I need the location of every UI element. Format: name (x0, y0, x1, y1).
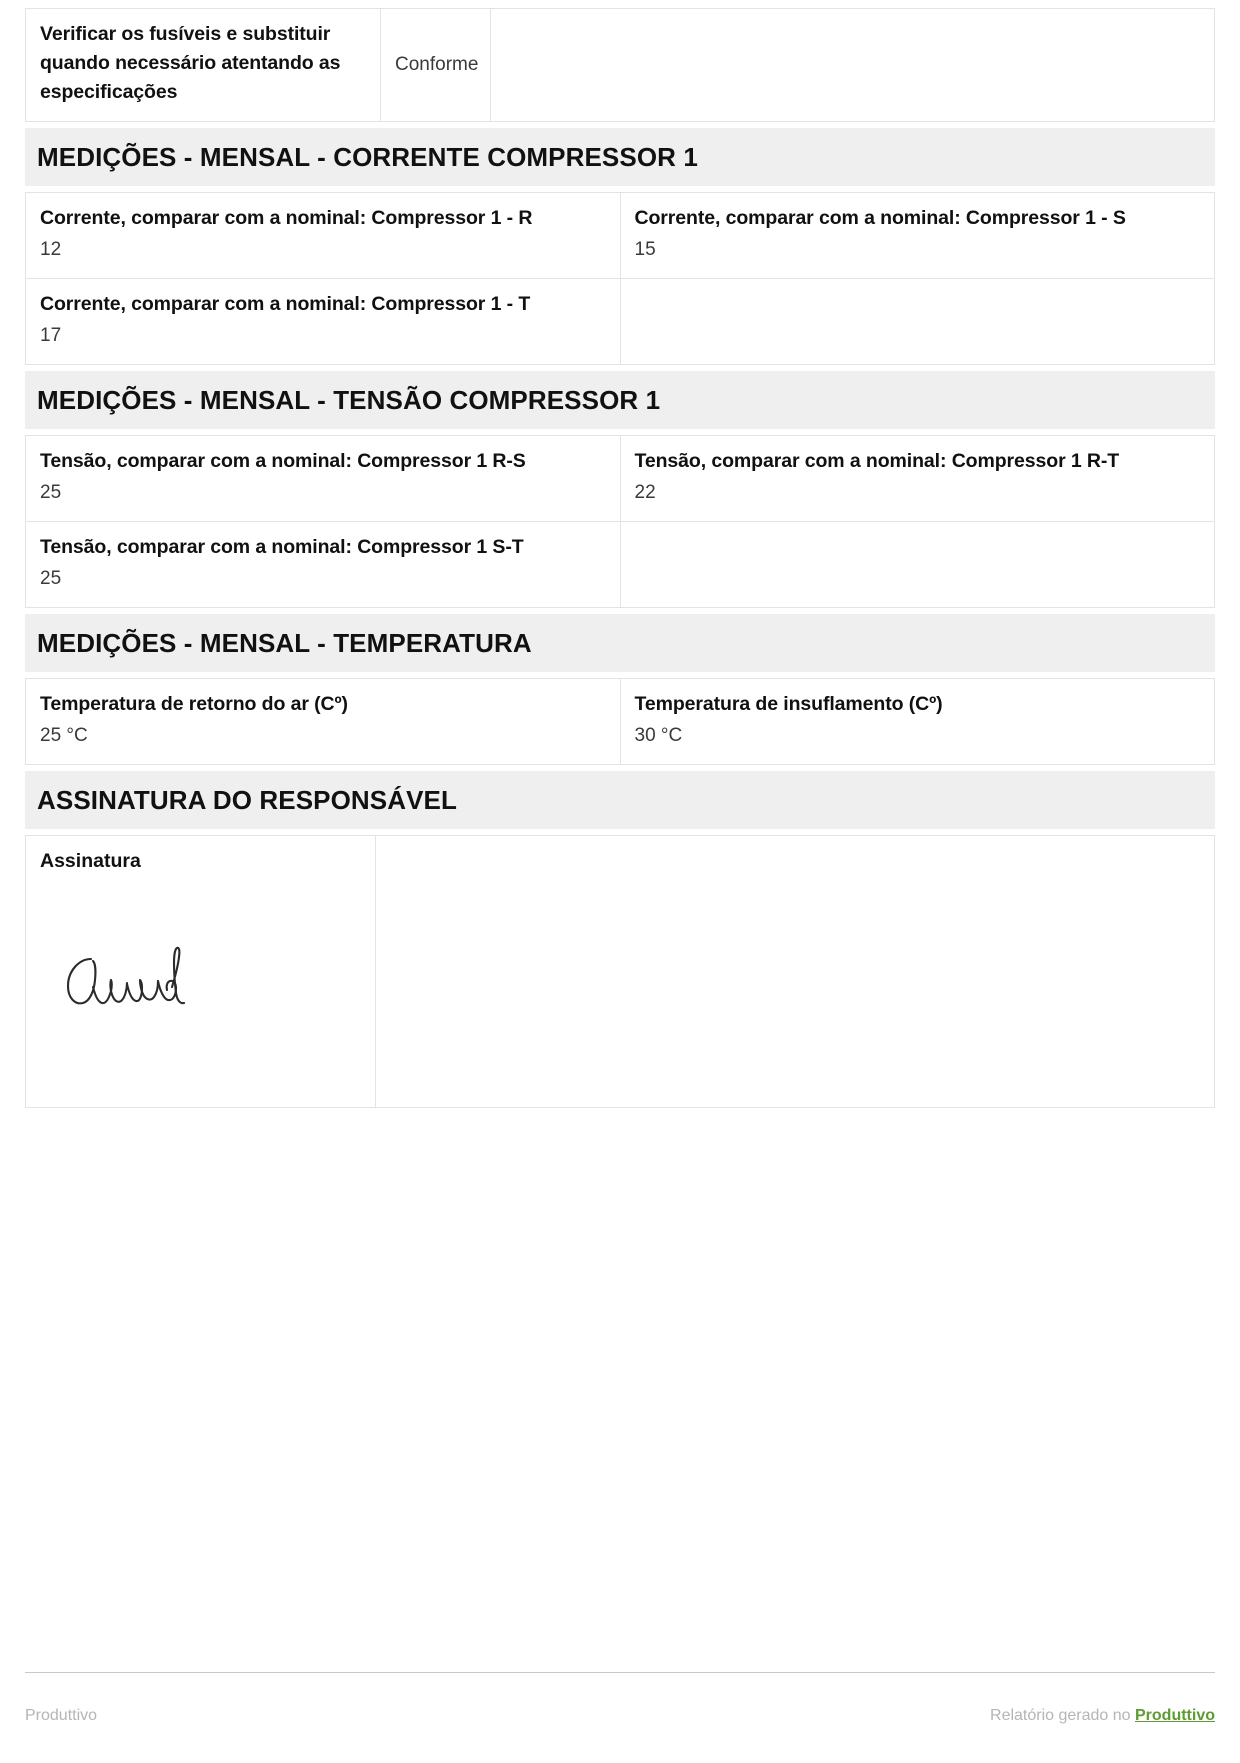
signature-cell (26, 836, 376, 1108)
table-row (26, 193, 1215, 279)
field-cell-empty (620, 279, 1215, 365)
signature-empty-cell (376, 836, 1215, 1108)
section-header-tensao (25, 371, 1215, 429)
footer-divider (25, 1672, 1215, 1673)
table-row (26, 279, 1215, 365)
checklist-task-label: Verificar os fusíveis e substituir quando necessário atentando as especificações (40, 23, 341, 103)
field-value: 25 (40, 482, 62, 503)
field-label: Temperatura de insuflamento (Cº) (634, 693, 943, 715)
field-value: 12 (40, 239, 62, 260)
table-row (26, 522, 1215, 608)
footer-generated-by (990, 1707, 1215, 1725)
checklist-notes-cell (491, 9, 1215, 122)
page-footer (25, 1672, 1215, 1725)
checklist-task-cell (26, 9, 381, 122)
field-cell (620, 436, 1215, 522)
section-title: MEDIÇÕES - MENSAL - TENSÃO COMPRESSOR 1 (37, 385, 661, 415)
footer-produttivo-link[interactable]: Produttivo (1135, 1707, 1215, 1724)
section-title: MEDIÇÕES - MENSAL - TEMPERATURA (37, 628, 532, 658)
field-label: Tensão, comparar com a nominal: Compressor 1 R-S (40, 450, 526, 472)
footer-generated-prefix: Relatório gerado no (990, 1707, 1135, 1724)
checklist-status-value: Conforme (395, 54, 479, 75)
field-label: Corrente, comparar com a nominal: Compressor 1 - T (40, 293, 531, 315)
section-title: MEDIÇÕES - MENSAL - CORRENTE COMPRESSOR 1 (37, 142, 698, 172)
field-value: 25 °C (40, 725, 88, 746)
field-label: Corrente, comparar com a nominal: Compressor 1 - R (40, 207, 533, 229)
field-cell (620, 679, 1215, 765)
table-row (26, 9, 1215, 122)
report-page (0, 8, 1240, 1763)
section-header-corrente (25, 128, 1215, 186)
report-body (25, 8, 1215, 1108)
field-cell (26, 679, 621, 765)
signature-label: Assinatura (40, 850, 141, 872)
field-value: 15 (634, 239, 656, 260)
field-label: Temperatura de retorno do ar (Cº) (40, 693, 348, 715)
field-cell (26, 436, 621, 522)
signature-image (54, 943, 361, 1028)
footer-row (25, 1707, 1215, 1725)
section-header-temperatura (25, 614, 1215, 672)
field-cell (620, 193, 1215, 279)
section-header-assinatura (25, 771, 1215, 829)
field-cell-empty (620, 522, 1215, 608)
checklist-table (25, 8, 1215, 122)
table-row (26, 679, 1215, 765)
field-value: 25 (40, 568, 62, 589)
table-row (26, 836, 1215, 1108)
field-value: 22 (634, 482, 656, 503)
section-table-tensao (25, 435, 1215, 608)
signature-table (25, 835, 1215, 1108)
field-cell (26, 279, 621, 365)
field-value: 17 (40, 325, 62, 346)
field-cell (26, 193, 621, 279)
field-cell (26, 522, 621, 608)
section-table-corrente (25, 192, 1215, 365)
section-table-temperatura (25, 678, 1215, 765)
field-label: Tensão, comparar com a nominal: Compressor 1 R-T (634, 450, 1120, 472)
field-value: 30 °C (634, 725, 683, 746)
table-row (26, 436, 1215, 522)
field-label: Tensão, comparar com a nominal: Compressor 1 S-T (40, 536, 524, 558)
field-label: Corrente, comparar com a nominal: Compressor 1 - S (634, 207, 1126, 229)
section-title: ASSINATURA DO RESPONSÁVEL (37, 785, 457, 815)
checklist-status-cell (381, 9, 491, 122)
checklist-notes-value (505, 20, 1200, 22)
footer-brand: Produttivo (25, 1707, 98, 1724)
